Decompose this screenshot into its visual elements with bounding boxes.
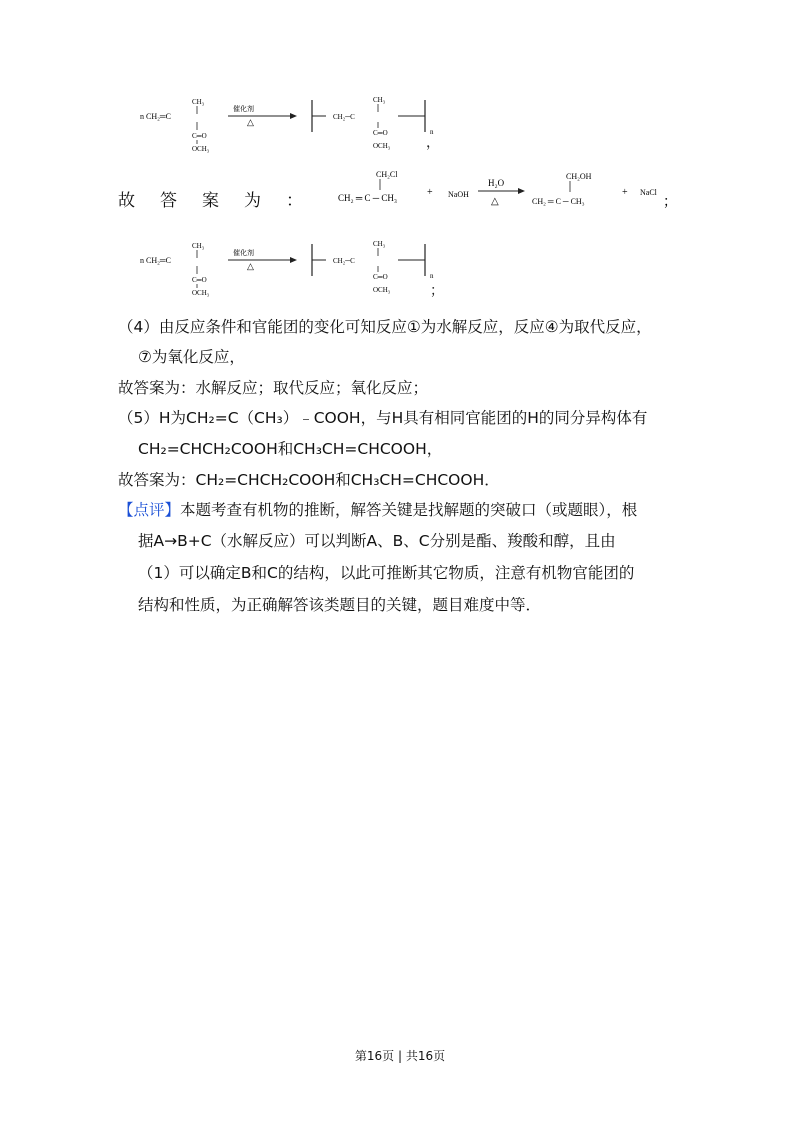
p4-line1: （4）由反应条件和官能团的变化可知反应①为水解反应，反应④为取代反应，	[118, 318, 652, 336]
svg-text:+: +	[622, 187, 628, 198]
eq1-punct: ，	[426, 136, 440, 151]
svg-text:C═O: C═O	[192, 276, 207, 284]
svg-text:△: △	[247, 261, 254, 271]
polymerization-diagram-2	[140, 238, 470, 300]
p4-answer: 故答案为：水解反应；取代反应；氧化反应；	[118, 379, 429, 397]
svg-text:OCH₃: OCH₃	[192, 145, 210, 153]
svg-text:OCH₃: OCH₃	[373, 142, 391, 150]
comment-line4: 结构和性质，为正确解答该类题目的关键，题目难度中等．	[138, 596, 542, 614]
svg-text:；: ；	[663, 195, 677, 210]
svg-text:CH₂─C: CH₂─C	[333, 257, 355, 265]
svg-text:OCH₃: OCH₃	[373, 286, 391, 294]
eq3-punct: ；	[430, 284, 444, 299]
comment-line2: 据A→B+C（水解反应）可以判断A、B、C分别是酯、羧酸和醇，且由	[138, 532, 616, 550]
p4-line2: ⑦为氧化反应，	[138, 348, 245, 366]
p5-line2: CH₂=CHCH₂COOH和CH₃CH=CHCOOH，	[138, 440, 443, 458]
svg-text:n: n	[430, 128, 434, 136]
page-footer: 第16页 | 共16页	[354, 1049, 446, 1063]
svg-text:n: n	[430, 272, 434, 280]
p5-line1: （5）H为CH₂=C（CH₃）﹣COOH，与H具有相同官能团的H的同分异构体有	[118, 409, 648, 427]
p5-answer: 故答案为：CH₂=CHCH₂COOH和CH₃CH=CHCOOH．	[118, 471, 500, 489]
svg-text:CH₃: CH₃	[373, 96, 386, 104]
svg-text:C═O: C═O	[192, 132, 207, 140]
comment-line3: （1）可以确定B和C的结构，以此可推断其它物质，注意有机物官能团的	[138, 564, 635, 582]
hydrolysis-equation	[338, 168, 678, 218]
svg-text:+: +	[427, 187, 433, 198]
svg-text:催化剂: 催化剂	[233, 249, 254, 257]
svg-text:n CH₂═C: n CH₂═C	[140, 256, 171, 265]
reactant-formula: n CH₂═C	[140, 112, 171, 121]
comment-label: 【点评】	[118, 501, 181, 519]
catalyst-label: 催化剂	[233, 105, 254, 113]
svg-text:CH₂Cl: CH₂Cl	[376, 170, 398, 179]
svg-text:CH₃: CH₃	[192, 98, 205, 106]
svg-text:CH₂ ═ C ─ CH₃: CH₂ ═ C ─ CH₃	[532, 197, 585, 206]
svg-text:△: △	[491, 196, 499, 207]
svg-text:OCH₃: OCH₃	[192, 289, 210, 297]
svg-text:C═O: C═O	[373, 273, 388, 281]
svg-text:CH₂─C: CH₂─C	[333, 113, 355, 121]
svg-text:C═O: C═O	[373, 129, 388, 137]
svg-text:NaOH: NaOH	[448, 190, 469, 199]
svg-text:CH₃: CH₃	[192, 242, 205, 250]
svg-text:H₂O: H₂O	[488, 178, 505, 188]
answer-label: 故 答 案 为 ：	[118, 191, 303, 211]
comment-line1: 【点评】本题考查有机物的推断，解答关键是找解题的突破口（或题眼），根	[118, 501, 638, 519]
svg-text:CH₂OH: CH₂OH	[566, 172, 592, 181]
polymerization-equation-1	[140, 92, 470, 154]
hydrolysis-diagram	[338, 168, 678, 218]
svg-text:CH₃: CH₃	[373, 240, 386, 248]
svg-text:△: △	[247, 117, 254, 127]
polymerization-equation-2	[140, 238, 470, 300]
svg-text:CH₂ ═ C ─ CH₃: CH₂ ═ C ─ CH₃	[338, 193, 398, 203]
svg-text:NaCl: NaCl	[640, 188, 657, 197]
polymerization-diagram	[140, 92, 470, 154]
